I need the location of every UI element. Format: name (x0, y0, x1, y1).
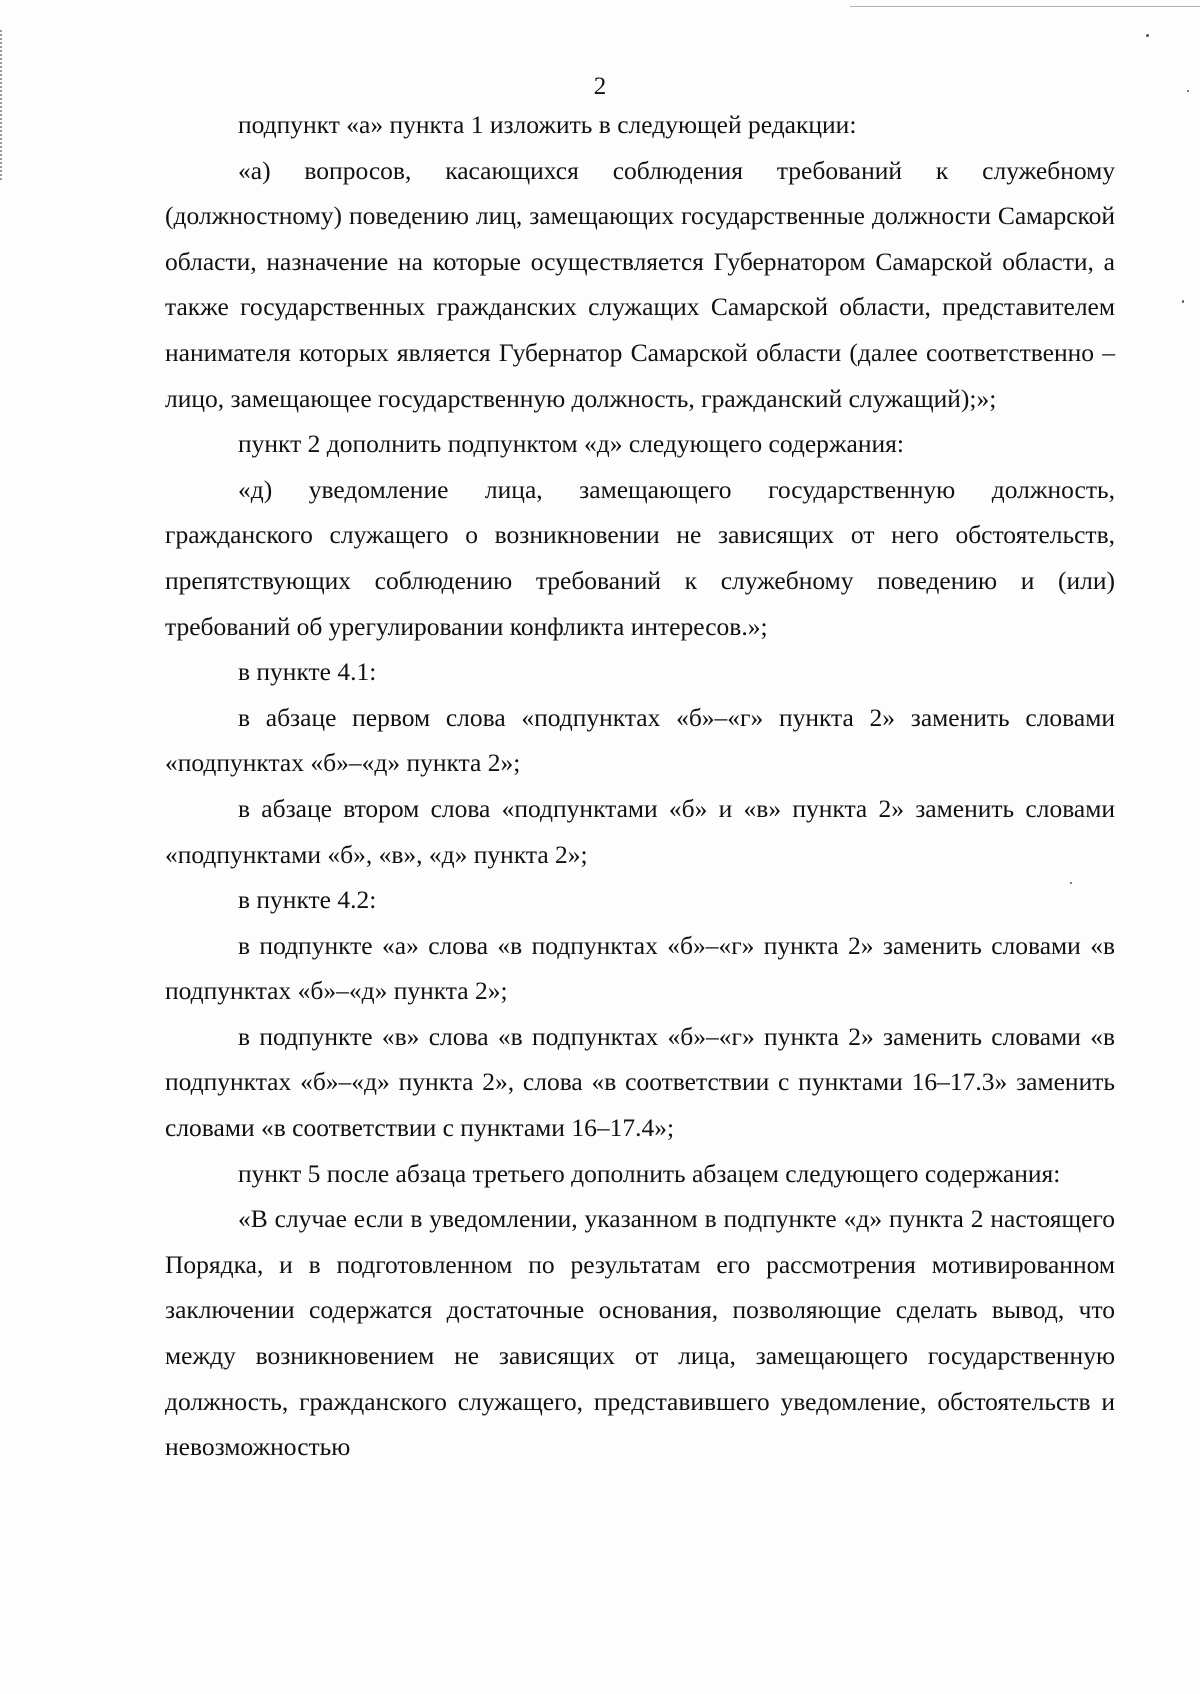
amendment-paragraph: подпункт «а» пункта 1 изложить в следующей редакции: (238, 110, 857, 139)
scan-speck (1146, 34, 1149, 37)
amendment-paragraph: в пункте 4.2: (238, 885, 377, 915)
amendment-paragraph: в подпункте «в» слова «в подпунктах «б»–«г» пункта 2» заменить словами «в подпунктах «б»–«д» пункта 2», слова «в соответствии с пунктами 16–17.3» заменить словами «в соответствии с пунктами 16–17.4»; (165, 1021, 1115, 1143)
scan-speck (1182, 300, 1184, 303)
scan-top-rule (850, 6, 1200, 7)
amendment-paragraph: в абзаце втором слова «подпунктами «б» и «в» пункта 2» заменить словами «подпунктами «б», «в», «д» пункта 2»; (165, 793, 1115, 869)
amendment-paragraph: пункт 2 дополнить подпунктом «д» следующего содержания: (238, 429, 904, 459)
page-number: 2 (593, 73, 607, 100)
amendment-paragraph: «В случае если в уведомлении, указанном в подпункте «д» пункта 2 настоящего Порядка, и в подготовленном по результатам его рассмотрения мотивированном заключении содержатся достаточные основания, позволяющие сделать вывод, что между возникновением не зависящих от лица, замещающего государственную должность, гражданского служащего, представившего уведомление, обстоятельств и невозможностью (165, 1204, 1115, 1462)
scan-edge-artifact (0, 30, 4, 180)
amendment-paragraph: в подпункте «а» слова «в подпунктах «б»–«г» пункта 2» заменить словами «в подпунктах «б»–«д» пункта 2»; (165, 930, 1115, 1006)
amendment-paragraph: «д) уведомление лица, замещающего государственную должность, гражданского служащего о возникновении не зависящих от него обстоятельств, препятствующих соблюдению требований к служебному поведению и (или) требований об урегулировании конфликта интересов.»; (165, 474, 1115, 641)
amendment-paragraph: пункт 5 после абзаца третьего дополнить абзацем следующего содержания: (238, 1158, 1061, 1188)
amendment-paragraph: в пункте 4.1: (238, 657, 377, 687)
document-body (165, 102, 1115, 1470)
amendment-paragraph: в абзаце первом слова «подпунктах «б»–«г» пункта 2» заменить словами «подпунктах «б»–«д» пункта 2»; (165, 702, 1115, 778)
amendment-paragraph: «а) вопросов, касающихся соблюдения требований к служебному (должностному) поведению лиц, замещающих государственные должности Самарской области, назначение на которые осуществляется Губернатором Самарской области, а также государственных гражданских служащих Самарской области, представителем нанимателя которых является Губернатор Самарской области (далее соответственно – лицо, замещающее государственную должность, гражданский служащий);»; (165, 155, 1115, 413)
